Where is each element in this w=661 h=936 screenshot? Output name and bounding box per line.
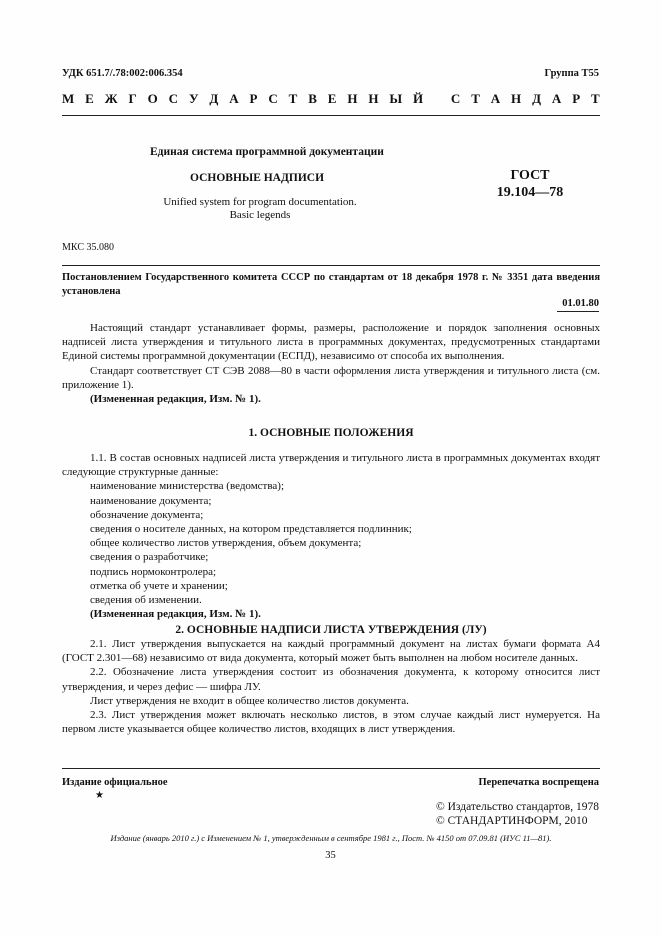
list-item: общее количество листов утверждения, объем документа;: [90, 537, 362, 550]
gost-number: 19.104—78: [496, 185, 564, 200]
official-edition-label: Издание официальное: [62, 777, 168, 788]
banner-letter: С: [268, 91, 278, 106]
list-item: наименование министерства (ведомства);: [90, 480, 285, 493]
gost-designation: [470, 167, 590, 201]
section2-paragraph-3: Лист утверждения не входит в общее количество листов документа.: [90, 694, 409, 707]
list-item: сведения о разработчике;: [90, 551, 209, 564]
banner-letter: Ж: [104, 91, 118, 106]
title-rule: [62, 265, 600, 266]
date-underline: [557, 311, 599, 312]
banner-letter: Т: [591, 91, 600, 106]
list-item: сведения об изменении.: [90, 594, 202, 607]
banner-letter: Е: [85, 91, 94, 106]
mks-code: МКС 35.080: [62, 242, 114, 253]
section1-paragraph-1: 1.1. В состав основных надписей листа утверждения и титульного листа в программных документах входят следующие структурные данные:: [62, 452, 600, 479]
gost-label: ГОСТ: [510, 168, 550, 183]
banner-letter: Р: [249, 91, 258, 106]
banner-letter: Т: [288, 91, 298, 106]
list-item: сведения о носителе данных, на котором представляется подлинник;: [90, 523, 412, 536]
banner-letter: Й: [413, 91, 424, 106]
section1-revision-note: (Измененная редакция, Изм. № 1).: [90, 608, 261, 621]
star-icon: ★: [95, 790, 104, 801]
banner-letter: В: [308, 91, 317, 106]
banner-letter: Г: [128, 91, 137, 106]
udk-code: УДК 651.7/.78:002:006.354: [62, 68, 183, 79]
copyright-line-2: © СТАНДАРТИНФОРМ, 2010: [435, 815, 588, 827]
banner-letter: М: [62, 91, 75, 106]
title-en-line1: Unified system for program documentation.: [163, 196, 357, 208]
list-item: наименование документа;: [90, 494, 212, 507]
copyright-line-1: © Издательство стандартов, 1978: [435, 801, 599, 813]
section2-heading: 2. ОСНОВНЫЕ НАДПИСИ ЛИСТА УТВЕРЖДЕНИЯ (ЛУ): [175, 624, 487, 636]
banner-letter: С: [168, 91, 179, 106]
list-item: обозначение документа;: [90, 508, 204, 521]
document-title-en: [140, 196, 380, 222]
section1-heading: 1. ОСНОВНЫЕ ПОЛОЖЕНИЯ: [248, 427, 414, 439]
banner-letter: Е: [327, 91, 337, 106]
banner-letter: Д: [532, 91, 542, 106]
copyright-block: [436, 800, 599, 828]
section2-block: [62, 637, 600, 736]
banner-letter: А: [551, 91, 562, 106]
standard-banner: [62, 91, 600, 107]
banner-letter: Н: [347, 91, 358, 106]
section1-item-list: [62, 479, 600, 607]
list-item: отметка об учете и хранении;: [90, 579, 228, 592]
effective-date: 01.01.80: [562, 298, 599, 309]
banner-letter: А: [490, 91, 501, 106]
edition-note: Издание (январь 2010 г.) с Изменением № 1, утвержденным в сентябре 1981 г., Пост. № 4150 от 07.09.81 (ИУС 11—81).: [110, 833, 552, 843]
list-item: подпись нормоконтролера;: [90, 565, 217, 578]
document-title-ru: ОСНОВНЫЕ НАДПИСИ: [190, 172, 325, 184]
section1-block: [62, 451, 600, 621]
banner-letter: О: [147, 91, 158, 106]
section2-paragraph-4: 2.3. Лист утверждения может включать несколько листов, в этом случае каждый лист нумеруется. На первом листе указывается общее количество листов, входящих в лист утверждения.: [62, 709, 600, 736]
header-rule: [62, 115, 600, 116]
intro-paragraph-1: Настоящий стандарт устанавливает формы, размеры, расположение и порядок заполнения основных надписей листа утверждения и титульного листа в программных документах, предусмотренных стандартами Единой системы программной документации (ЕСПД), независимо от способа их выполнения.: [62, 322, 600, 363]
banner-letter: У: [188, 91, 199, 106]
footer-rule: [62, 768, 600, 769]
banner-letter: Д: [209, 91, 219, 106]
decree-text: Постановлением Государственного комитета СССР по стандартам от 18 декабря 1978 г. № 3351 дата введения установлена: [62, 272, 600, 297]
reprint-notice: Перепечатка воспрещена: [478, 777, 599, 788]
banner-letter: С: [450, 91, 461, 106]
section2-paragraph-1: 2.1. Лист утверждения выпускается на каждый программный документ на листах бумаги формата А4 (ГОСТ 2.301—68) независимо от вида документа, который может быть выполнен на любом носителе данных.: [62, 638, 600, 665]
banner-letter: Н: [511, 91, 522, 106]
intro-block: [62, 321, 600, 406]
banner-letter: [434, 91, 440, 107]
section2-paragraph-2: 2.2. Обозначение листа утверждения состоит из обозначения документа, к которому относится лист утверждения, и через дефис — шифра ЛУ.: [62, 666, 600, 693]
banner-letter: А: [229, 91, 239, 106]
page-number: 35: [325, 850, 336, 861]
banner-letter: Н: [368, 91, 379, 106]
banner-letter: Т: [471, 91, 480, 106]
system-name: Единая система программной документации: [150, 146, 384, 158]
title-en-line2: Basic legends: [229, 209, 291, 221]
banner-letter: Ы: [389, 91, 403, 106]
group-code: Группа Т55: [544, 68, 599, 79]
banner-letter: Р: [572, 91, 581, 106]
intro-revision-note: (Измененная редакция, Изм. № 1).: [90, 393, 261, 406]
intro-paragraph-2: Стандарт соответствует СТ СЭВ 2088—80 в части оформления листа утверждения и титульного листа (см. приложение 1).: [62, 364, 600, 391]
